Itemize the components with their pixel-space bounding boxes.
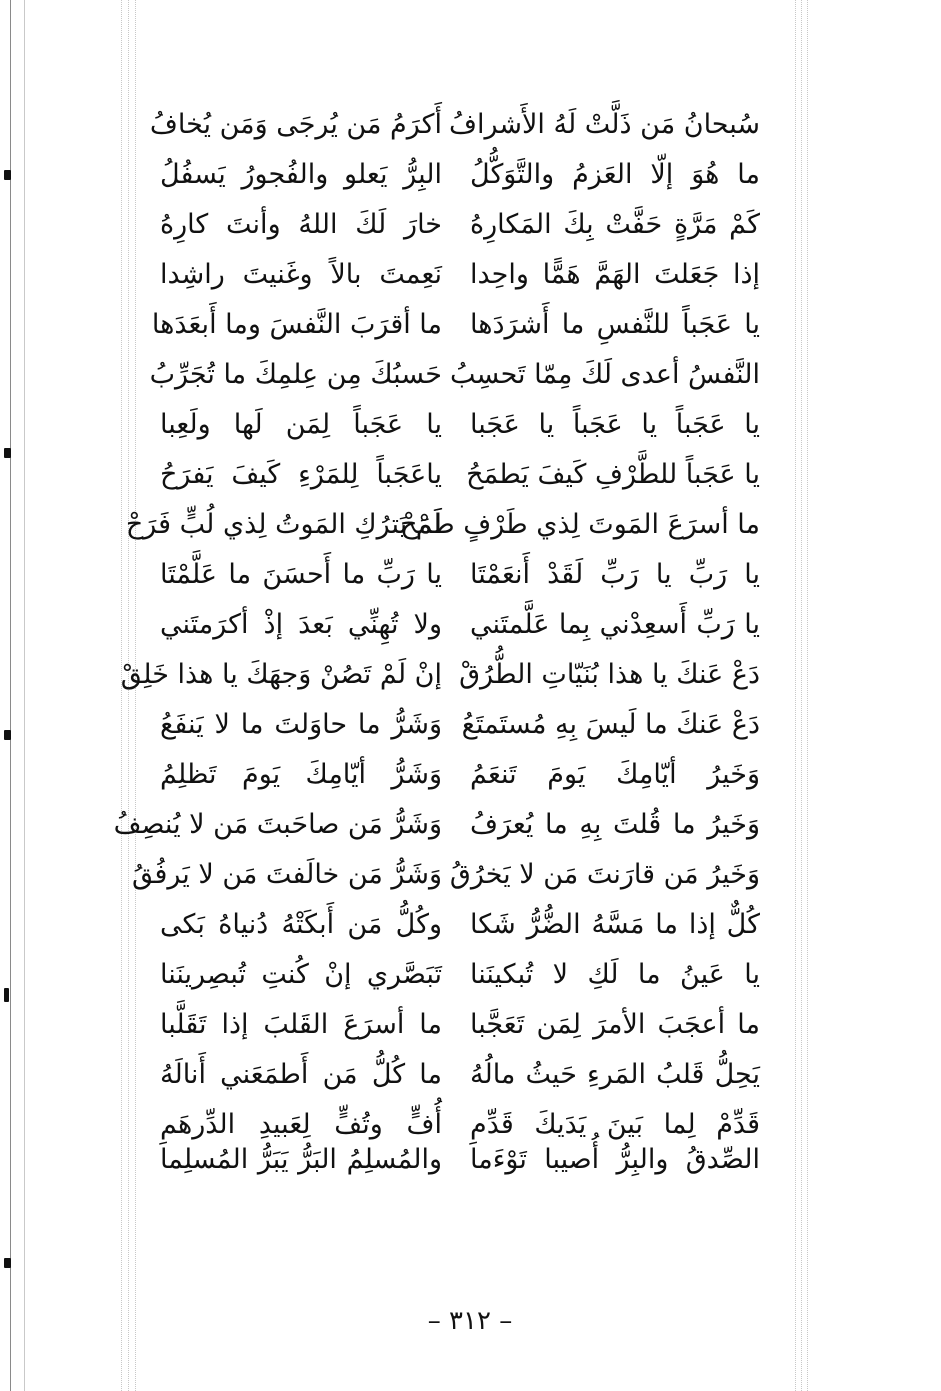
verse-first-hemistich: النَّفسُ أعدى لَكَ مِمّا تَحسِبُ	[449, 359, 760, 390]
verse-first-hemistich: وَخَيرُ مَن قارَنتَ مَن لا يَخرُقُ	[449, 859, 760, 890]
verse-second-hemistich: يا عَجَباً لِمَن لَها ولَعِبا	[160, 409, 442, 440]
verse-first-hemistich: يا عَجَباً يا عَجَباً يا عَجَبا	[470, 409, 760, 440]
verse-row	[160, 1000, 760, 1050]
binding-hole-mark	[4, 170, 11, 180]
scan-edge-line	[24, 0, 25, 1391]
verse-row	[149, 350, 760, 400]
verse-first-hemistich: وَخَيرُ ما قُلتَ بِهِ ما يُعرَفُ	[470, 809, 760, 840]
poem-verses	[113, 100, 760, 1185]
verse-second-hemistich: البِرُّ يَعلو والفُجورُ يَسفُلُ	[160, 159, 442, 190]
verse-first-hemistich: كَمْ مَرَّةٍ حَفَّتْ بِكَ المَكارِهُ	[470, 209, 760, 240]
verse-row	[131, 850, 760, 900]
verse-second-hemistich: وَشَرُّ مَن صاحَبتَ مَن لا يُنصِفُ	[113, 809, 442, 840]
verse-row	[160, 600, 760, 650]
verse-row	[160, 200, 760, 250]
verse-row	[149, 100, 760, 150]
verse-second-hemistich: ولا تُهِنِّي بَعدَ إذْ أكرَمتَني	[160, 609, 442, 640]
verse-row	[160, 1050, 760, 1100]
verse-row	[160, 250, 760, 300]
scan-edge-line	[10, 0, 11, 1391]
verse-first-hemistich: يا عَجَباً للطَّرْفِ كَيفَ يَطمَحُ	[466, 459, 760, 490]
verse-row	[160, 950, 760, 1000]
verse-second-hemistich: حَسبُكَ مِن عِلمِكَ ما تُجَرِّبُ	[149, 359, 442, 390]
verse-second-hemistich: وَشَرُّ مَن خالَفتَ مَن لا يَرفُقُ	[131, 859, 442, 890]
verse-row	[151, 300, 760, 350]
verse-first-hemistich: ما هُوَ إلّا العَزمُ والتَّوَكُّلُ	[470, 159, 760, 190]
verse-second-hemistich: أُفٍّ وتُفٍّ لِعَبيدِ الدِّرهَمِ	[160, 1109, 442, 1140]
verse-first-hemistich: يا عَجَباً للنَّفسِ ما أَشرَدَها	[470, 309, 760, 340]
verse-second-hemistich: وكُلُّ مَن أَبكَتْهُ دُنياهُ بَكى	[160, 909, 442, 940]
scan-dotted-guide	[807, 0, 808, 1391]
verse-row	[160, 450, 760, 500]
verse-first-hemistich: يا عَينُ ما لَكِ لا تُبكينَنا	[470, 959, 760, 990]
verse-second-hemistich: ما كُلُّ مَن أَطمَعَني أَنالَهُ	[160, 1059, 442, 1090]
verse-row	[160, 900, 760, 950]
verse-row	[160, 1135, 760, 1185]
verse-second-hemistich: نَعِمتَ بالاً وغَنيتَ راشِدا	[160, 259, 442, 290]
binding-hole-mark	[4, 448, 11, 458]
verse-second-hemistich: لَمْ يَترُكِ المَوتُ لِذي لُبٍّ فَرَحْ	[125, 509, 442, 540]
verse-second-hemistich: ياعَجَباً لِلمَرْءِ كَيفَ يَفرَحُ	[160, 459, 442, 490]
verse-row	[125, 500, 760, 550]
verse-first-hemistich: قَدِّمْ لِما بَينَ يَدَيكَ قَدِّمِ	[470, 1109, 760, 1140]
verse-first-hemistich: يا رَبِّ يا رَبِّ لَقَدْ أَنعَمْتَا	[470, 559, 760, 590]
verse-first-hemistich: دَعْ عَنكَ ما لَيسَ بِهِ مُستَمتَعُ	[461, 709, 760, 740]
scan-dotted-guide	[801, 0, 802, 1391]
verse-first-hemistich: دَعْ عَنكَ يا هذا بُنَيّاتِ الطُّرُقْ	[459, 659, 760, 690]
verse-row	[160, 400, 760, 450]
verse-second-hemistich: ما أسرَعَ القَلبَ إذا تَقَلَّبا	[160, 1009, 442, 1040]
scan-dotted-guide	[795, 0, 796, 1391]
binding-hole-mark	[4, 730, 11, 740]
verse-first-hemistich: وَخَيرُ أيّامِكَ يَومَ تَنعَمُ	[470, 759, 760, 790]
verse-first-hemistich: ما أسرَعَ المَوتَ لِذي طَرْفٍ طَمَحْ	[400, 509, 760, 540]
verse-first-hemistich: كُلٌّ إذا ما مَسَّهُ الضُّرُّ شَكا	[470, 909, 760, 940]
verse-second-hemistich: تَبَصَّري إنْ كُنتِ تُبصِرينَنا	[160, 959, 442, 990]
verse-first-hemistich: الصِّدقُ والبِرُّ أُصيبا تَوْءَما	[470, 1144, 760, 1175]
verse-second-hemistich: وَشَرُّ أيّامِكَ يَومَ تَظلِمُ	[160, 759, 442, 790]
verse-first-hemistich: ما أعجَبَ الأمرَ لِمَن تَعَجَّبا	[470, 1009, 760, 1040]
verse-second-hemistich: إنْ لَمْ تَصُنْ وَجهَكَ يا هذا خَلِقْ	[120, 659, 442, 690]
binding-hole-mark	[4, 988, 9, 1002]
verse-row	[160, 750, 760, 800]
verse-second-hemistich: والمُسلِمُ البَرُّ يَبَرُّ المُسلِما	[160, 1144, 442, 1175]
verse-second-hemistich: خارَ لَكَ اللهُ وأنتَ كارِهُ	[160, 209, 442, 240]
verse-row	[113, 800, 760, 850]
verse-second-hemistich: وَشَرُّ ما حاوَلتَ ما لا يَنفَعُ	[160, 709, 442, 740]
verse-second-hemistich: أَكرَمُ مَن يُرجَى وَمَن يُخافُ	[149, 109, 442, 140]
verse-second-hemistich: ما أقرَبَ النَّفسَ وما أَبعَدَها	[151, 309, 442, 340]
verse-row	[160, 700, 760, 750]
verse-second-hemistich: يا رَبِّ ما أَحسَنَ ما عَلَّمْتَا	[160, 559, 442, 590]
binding-hole-mark	[4, 1258, 11, 1268]
page-number: – ٣١٢ –	[427, 1306, 513, 1336]
verse-row	[120, 650, 760, 700]
verse-first-hemistich: إذا جَعَلتَ الهَمَّ هَمًّا واحِدا	[470, 259, 760, 290]
verse-first-hemistich: يَحِلُّ قَلبُ المَرءِ حَيثُ مالُهُ	[470, 1059, 760, 1090]
verse-first-hemistich: سُبحانُ مَن ذَلَّتْ لَهُ الأَشرافُ	[449, 109, 760, 140]
verse-row	[160, 550, 760, 600]
verse-first-hemistich: يا رَبِّ أَسعِدْني بِما عَلَّمتَني	[470, 609, 760, 640]
verse-row	[160, 150, 760, 200]
